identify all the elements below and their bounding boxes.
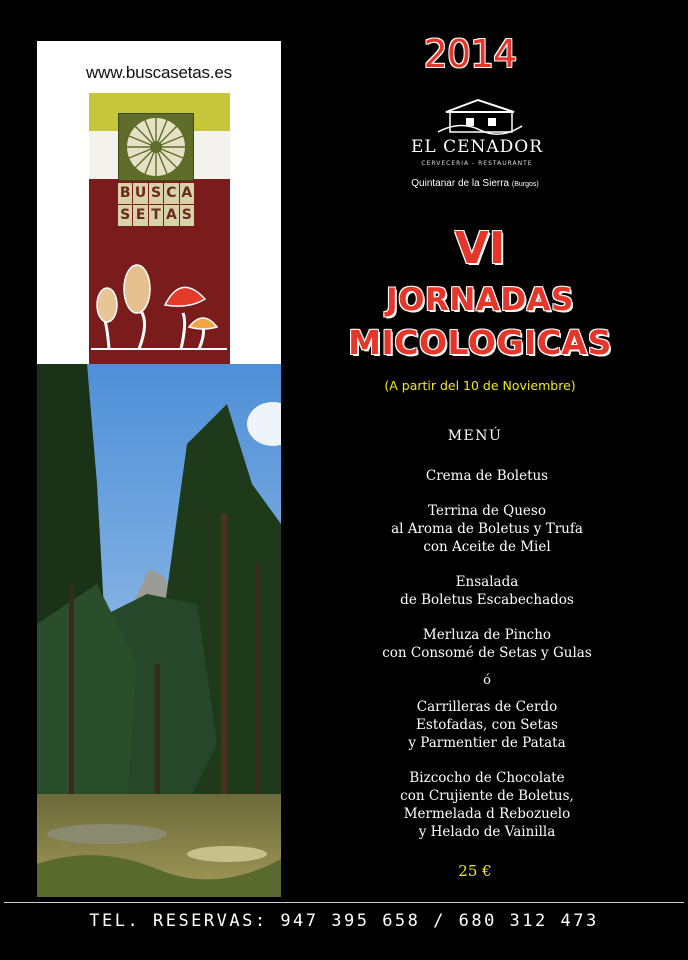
mushrooms-illustration-icon <box>89 253 230 363</box>
menu-price: 25 € <box>458 862 492 880</box>
forest-photo <box>37 364 281 897</box>
menu-item: Bizcocho de Chocolate con Crujiente de Boletus, Mermelada d Rebozuelo y Helado de Vainilla <box>400 770 574 840</box>
website-url[interactable]: www.buscasetas.es <box>86 63 232 82</box>
reservation-phones[interactable]: TEL. RESERVAS: 947 395 658 / 680 312 473 <box>89 911 599 931</box>
menu-item: Crema de Boletus <box>425 468 549 484</box>
restaurant-location: Quintanar de la Sierra (Burgos) <box>411 178 539 189</box>
buscasetas-banner <box>89 93 230 393</box>
logo-word-setas: S E T A S <box>118 205 194 226</box>
menu-or-separator: ó <box>483 673 491 688</box>
logo-word-busca: B U S C A <box>118 183 194 204</box>
event-year: 2014 <box>423 32 517 76</box>
restaurant-subtitle: CERVECERIA - RESTAURANTE <box>421 160 533 167</box>
menu-item: Merluza de Pincho con Consomé de Setas y Gulas <box>382 627 592 661</box>
restaurant-name: EL CENADOR <box>410 137 544 157</box>
event-dates: (A partir del 10 de Noviembre) <box>384 378 576 393</box>
headline-jornadas: JORNADAS <box>386 282 574 318</box>
menu-list <box>300 467 674 858</box>
headline-micologicas: MICOLOGICAS <box>348 323 612 362</box>
menu-item: Terrina de Queso al Aroma de Boletus y Trufa con Aceite de Miel <box>391 503 583 555</box>
mushroom-gills-icon <box>118 113 194 181</box>
menu-title: MENÚ <box>447 428 503 444</box>
headline-edition: VI <box>454 223 506 274</box>
menu-item: Carrilleras de Cerdo Estofadas, con Setas y Parmentier de Patata <box>408 699 566 751</box>
left-panel <box>37 41 281 897</box>
footer-divider <box>4 902 684 903</box>
menu-item: Ensalada de Boletus Escabechados <box>400 574 574 608</box>
